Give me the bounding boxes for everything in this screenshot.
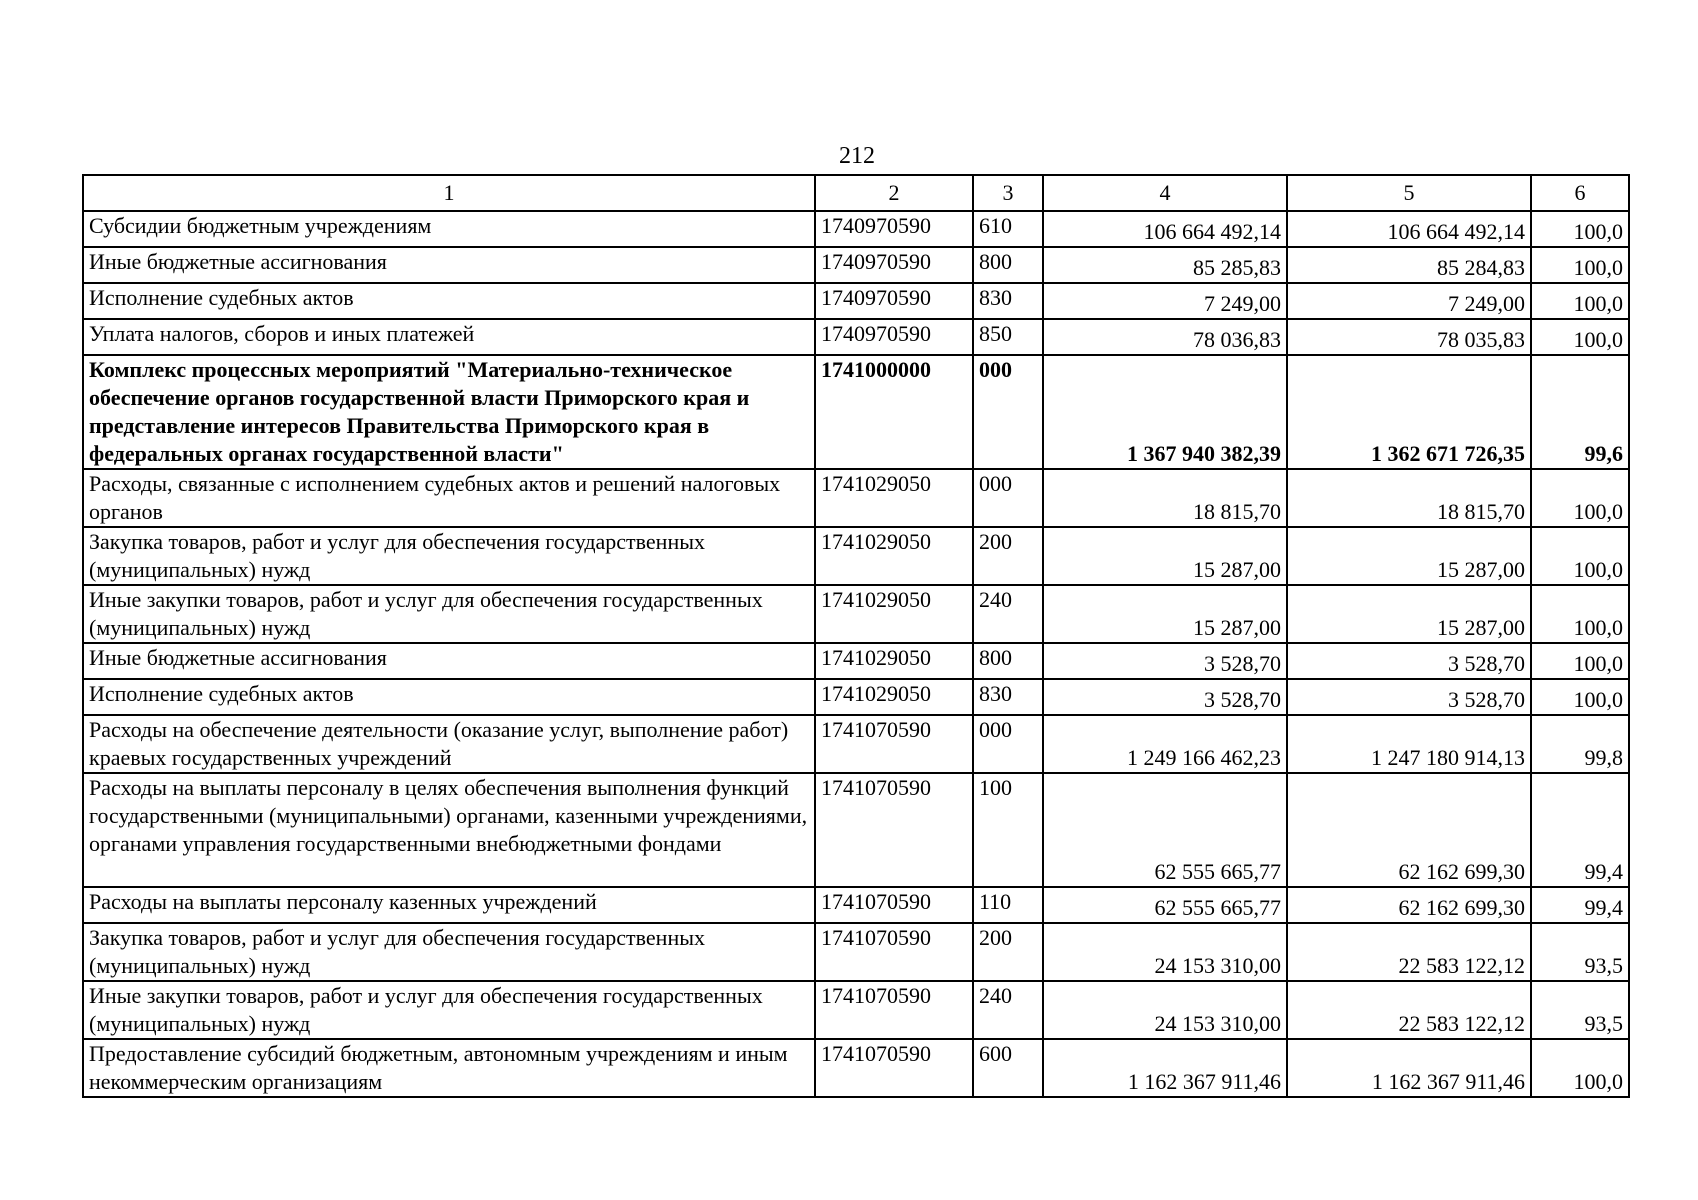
execution-percent-cell: 100,0 [1531, 527, 1629, 585]
executed-amount-cell: 22 583 122,12 [1287, 981, 1531, 1039]
planned-amount-cell: 1 162 367 911,46 [1043, 1039, 1287, 1097]
table-row [83, 319, 1629, 355]
planned-amount-cell: 24 153 310,00 [1043, 923, 1287, 981]
execution-percent-cell: 99,4 [1531, 887, 1629, 923]
planned-amount-cell: 62 555 665,77 [1043, 887, 1287, 923]
executed-amount-cell: 62 162 699,30 [1287, 773, 1531, 887]
planned-amount-cell: 7 249,00 [1043, 283, 1287, 319]
column-header-1: 1 [83, 175, 815, 211]
planned-amount-cell: 1 249 166 462,23 [1043, 715, 1287, 773]
expense-type-code-cell: 850 [973, 319, 1043, 355]
target-article-code-cell: 1741029050 [815, 527, 973, 585]
planned-amount-cell: 3 528,70 [1043, 643, 1287, 679]
executed-amount-cell: 106 664 492,14 [1287, 211, 1531, 247]
table-row [83, 585, 1629, 643]
expense-name-cell: Исполнение судебных актов [83, 283, 815, 319]
target-article-code-cell: 1741070590 [815, 887, 973, 923]
executed-amount-cell: 3 528,70 [1287, 643, 1531, 679]
expense-type-code-cell: 000 [973, 355, 1043, 469]
execution-percent-cell: 100,0 [1531, 211, 1629, 247]
page-number: 212 [839, 143, 875, 169]
target-article-code-cell: 1741070590 [815, 715, 973, 773]
table-row [83, 527, 1629, 585]
expense-name-cell: Иные бюджетные ассигнования [83, 643, 815, 679]
expense-type-code-cell: 100 [973, 773, 1043, 887]
planned-amount-cell: 78 036,83 [1043, 319, 1287, 355]
execution-percent-cell: 100,0 [1531, 1039, 1629, 1097]
table-row [83, 715, 1629, 773]
executed-amount-cell: 22 583 122,12 [1287, 923, 1531, 981]
execution-percent-cell: 100,0 [1531, 469, 1629, 527]
execution-percent-cell: 93,5 [1531, 923, 1629, 981]
executed-amount-cell: 15 287,00 [1287, 527, 1531, 585]
expense-type-code-cell: 240 [973, 585, 1043, 643]
target-article-code-cell: 1741000000 [815, 355, 973, 469]
expense-name-cell: Расходы на обеспечение деятельности (оказание услуг, выполнение работ) краевых государственных учреждений [83, 715, 815, 773]
executed-amount-cell: 85 284,83 [1287, 247, 1531, 283]
table-row [83, 773, 1629, 887]
table-row [83, 211, 1629, 247]
expense-type-code-cell: 610 [973, 211, 1043, 247]
expense-type-code-cell: 600 [973, 1039, 1043, 1097]
table-row [83, 643, 1629, 679]
executed-amount-cell: 15 287,00 [1287, 585, 1531, 643]
expense-type-code-cell: 000 [973, 469, 1043, 527]
target-article-code-cell: 1741070590 [815, 773, 973, 887]
executed-amount-cell: 7 249,00 [1287, 283, 1531, 319]
execution-percent-cell: 100,0 [1531, 585, 1629, 643]
planned-amount-cell: 15 287,00 [1043, 527, 1287, 585]
expense-type-code-cell: 200 [973, 527, 1043, 585]
execution-percent-cell: 99,8 [1531, 715, 1629, 773]
expense-name-cell: Иные закупки товаров, работ и услуг для обеспечения государственных (муниципальных) нужд [83, 981, 815, 1039]
expense-name-cell: Комплекс процессных мероприятий "Материально-техническое обеспечение органов государственной власти Приморского края и представление интересов Правительства Приморского края в федеральных органах государственной власти" [83, 355, 815, 469]
planned-amount-cell: 18 815,70 [1043, 469, 1287, 527]
planned-amount-cell: 62 555 665,77 [1043, 773, 1287, 887]
table-row [83, 283, 1629, 319]
target-article-code-cell: 1740970590 [815, 283, 973, 319]
table-row [83, 981, 1629, 1039]
target-article-code-cell: 1741029050 [815, 679, 973, 715]
table-row [83, 355, 1629, 469]
execution-percent-cell: 99,6 [1531, 355, 1629, 469]
expense-name-cell: Расходы на выплаты персоналу казенных учреждений [83, 887, 815, 923]
table-row [83, 923, 1629, 981]
table-row [83, 679, 1629, 715]
table-row [83, 887, 1629, 923]
expense-name-cell: Иные закупки товаров, работ и услуг для обеспечения государственных (муниципальных) нужд [83, 585, 815, 643]
execution-percent-cell: 100,0 [1531, 283, 1629, 319]
expense-name-cell: Закупка товаров, работ и услуг для обеспечения государственных (муниципальных) нужд [83, 527, 815, 585]
executed-amount-cell: 1 247 180 914,13 [1287, 715, 1531, 773]
column-number-header-row [83, 175, 1629, 211]
execution-percent-cell: 100,0 [1531, 643, 1629, 679]
column-header-5: 5 [1287, 175, 1531, 211]
expense-name-cell: Субсидии бюджетным учреждениям [83, 211, 815, 247]
expense-name-cell: Уплата налогов, сборов и иных платежей [83, 319, 815, 355]
expense-type-code-cell: 800 [973, 643, 1043, 679]
expense-type-code-cell: 200 [973, 923, 1043, 981]
expense-name-cell: Расходы, связанные с исполнением судебных актов и решений налоговых органов [83, 469, 815, 527]
target-article-code-cell: 1741029050 [815, 469, 973, 527]
expense-name-cell: Исполнение судебных актов [83, 679, 815, 715]
execution-percent-cell: 99,4 [1531, 773, 1629, 887]
expense-type-code-cell: 800 [973, 247, 1043, 283]
executed-amount-cell: 78 035,83 [1287, 319, 1531, 355]
target-article-code-cell: 1740970590 [815, 247, 973, 283]
execution-percent-cell: 100,0 [1531, 247, 1629, 283]
table-row [83, 469, 1629, 527]
column-header-6: 6 [1531, 175, 1629, 211]
table-body [83, 175, 1629, 1097]
column-header-3: 3 [973, 175, 1043, 211]
expense-name-cell: Иные бюджетные ассигнования [83, 247, 815, 283]
executed-amount-cell: 1 162 367 911,46 [1287, 1039, 1531, 1097]
table-row [83, 1039, 1629, 1097]
column-header-2: 2 [815, 175, 973, 211]
table-row [83, 247, 1629, 283]
target-article-code-cell: 1740970590 [815, 211, 973, 247]
budget-execution-table [82, 174, 1630, 1098]
expense-name-cell: Закупка товаров, работ и услуг для обеспечения государственных (муниципальных) нужд [83, 923, 815, 981]
expense-type-code-cell: 110 [973, 887, 1043, 923]
target-article-code-cell: 1741029050 [815, 585, 973, 643]
target-article-code-cell: 1740970590 [815, 319, 973, 355]
planned-amount-cell: 24 153 310,00 [1043, 981, 1287, 1039]
execution-percent-cell: 93,5 [1531, 981, 1629, 1039]
column-header-4: 4 [1043, 175, 1287, 211]
executed-amount-cell: 18 815,70 [1287, 469, 1531, 527]
executed-amount-cell: 1 362 671 726,35 [1287, 355, 1531, 469]
expense-name-cell: Расходы на выплаты персоналу в целях обеспечения выполнения функций государственными (муниципальными) органами, казенными учреждениями, органами управления государственными внебюджетными фондами [83, 773, 815, 887]
planned-amount-cell: 1 367 940 382,39 [1043, 355, 1287, 469]
planned-amount-cell: 106 664 492,14 [1043, 211, 1287, 247]
expense-type-code-cell: 000 [973, 715, 1043, 773]
planned-amount-cell: 3 528,70 [1043, 679, 1287, 715]
target-article-code-cell: 1741070590 [815, 923, 973, 981]
executed-amount-cell: 3 528,70 [1287, 679, 1531, 715]
execution-percent-cell: 100,0 [1531, 679, 1629, 715]
executed-amount-cell: 62 162 699,30 [1287, 887, 1531, 923]
expense-name-cell: Предоставление субсидий бюджетным, автономным учреждениям и иным некоммерческим организациям [83, 1039, 815, 1097]
execution-percent-cell: 100,0 [1531, 319, 1629, 355]
expense-type-code-cell: 830 [973, 679, 1043, 715]
planned-amount-cell: 15 287,00 [1043, 585, 1287, 643]
target-article-code-cell: 1741070590 [815, 981, 973, 1039]
target-article-code-cell: 1741029050 [815, 643, 973, 679]
expense-type-code-cell: 830 [973, 283, 1043, 319]
expense-type-code-cell: 240 [973, 981, 1043, 1039]
planned-amount-cell: 85 285,83 [1043, 247, 1287, 283]
target-article-code-cell: 1741070590 [815, 1039, 973, 1097]
